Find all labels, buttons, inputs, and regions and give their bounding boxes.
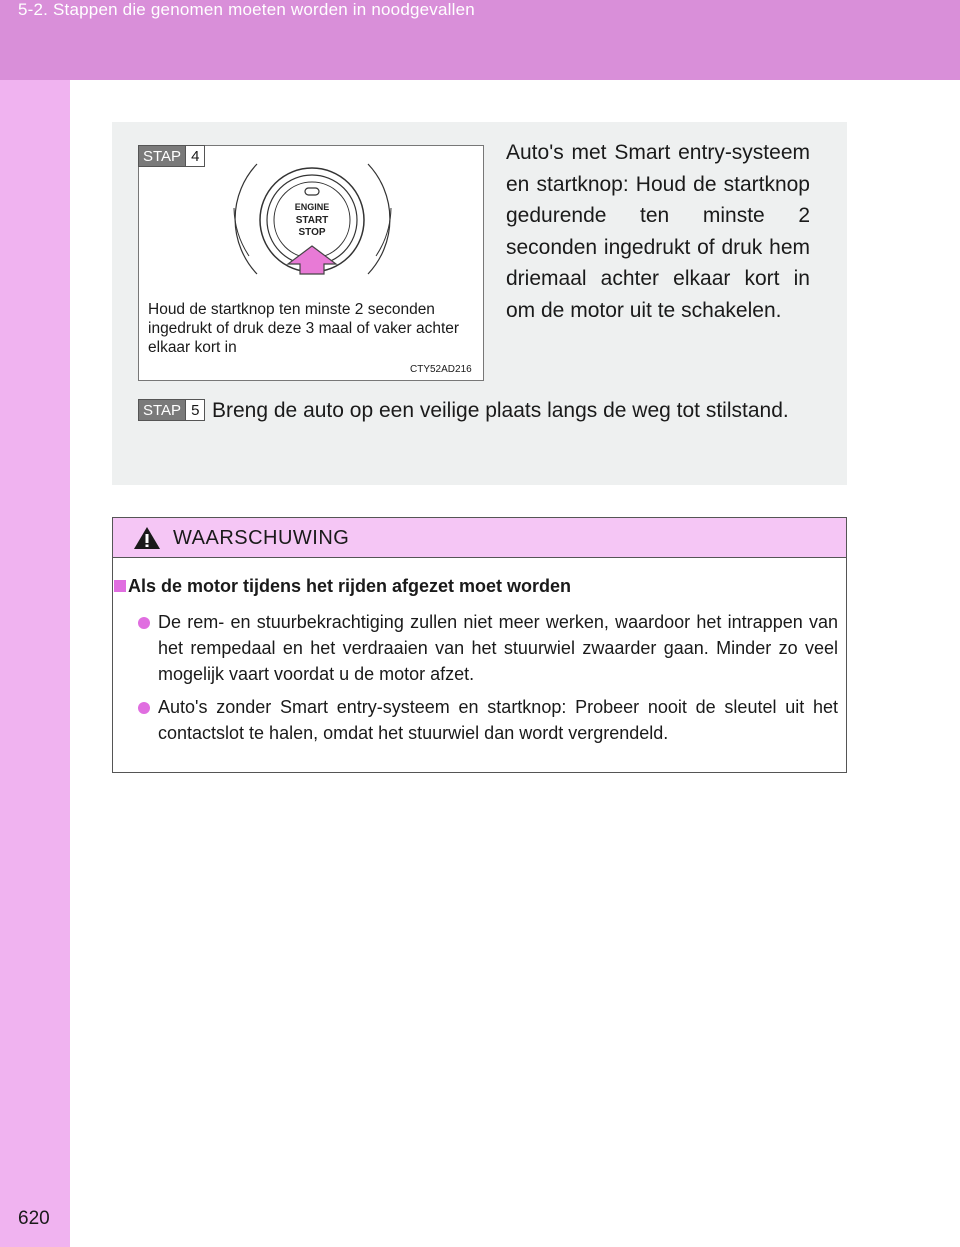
button-text-start: START [295, 215, 329, 226]
warning-title: WAARSCHUWING [173, 527, 350, 549]
section-header-bar [0, 0, 960, 80]
figure-caption: Houd de startknop ten minste 2 seconden ingedrukt of druk deze 3 maal of vaker achter elkaar kort in [148, 301, 460, 356]
warning-item-1: De rem- en stuurbekrachtiging zullen niet meer werken, waardoor het intrappen van het rempedaal en het verdraaien van het stuurwiel zwaarder gaan. Minder zo veel mogelijk vaart voordat u de motor afzet. [158, 612, 838, 684]
step-5-badge [138, 399, 205, 421]
step-4-number: 4 [185, 146, 204, 166]
warning-item-2: Auto's zonder Smart entry-systeem en startknop: Probeer nooit de sleutel uit het contactslot te halen, omdat het stuurwiel dan wordt vergrendeld. [158, 697, 838, 743]
step-4-text: Auto's met Smart entry-systeem en startknop: Houd de startknop gedurende ten minste 2 seconden ingedrukt of druk hem driemaal achter elkaar kort in om de motor uit te schakelen. [506, 141, 810, 322]
bullet-dot-icon [138, 617, 150, 629]
step-5-number: 5 [185, 400, 204, 420]
warning-triangle-icon [133, 526, 161, 550]
button-text-stop: STOP [298, 227, 326, 238]
step-4-label: STAP [139, 146, 185, 166]
button-text-engine: ENGINE [294, 202, 330, 212]
page-number: 620 [18, 1208, 50, 1229]
warning-heading: Als de motor tijdens het rijden afgezet moet worden [128, 576, 572, 596]
step-5-label: STAP [139, 400, 185, 420]
step-5-text: Breng de auto op een veilige plaats langs de weg tot stilstand. [212, 399, 789, 422]
warning-header [113, 518, 846, 558]
page-margin-strip [0, 80, 70, 1247]
bullet-dot-icon [138, 702, 150, 714]
section-title: 5-2. Stappen die genomen moeten worden in noodgevallen [18, 0, 475, 19]
warning-heading-bullet-icon [114, 580, 126, 592]
figure-code: CTY52AD216 [410, 364, 472, 375]
